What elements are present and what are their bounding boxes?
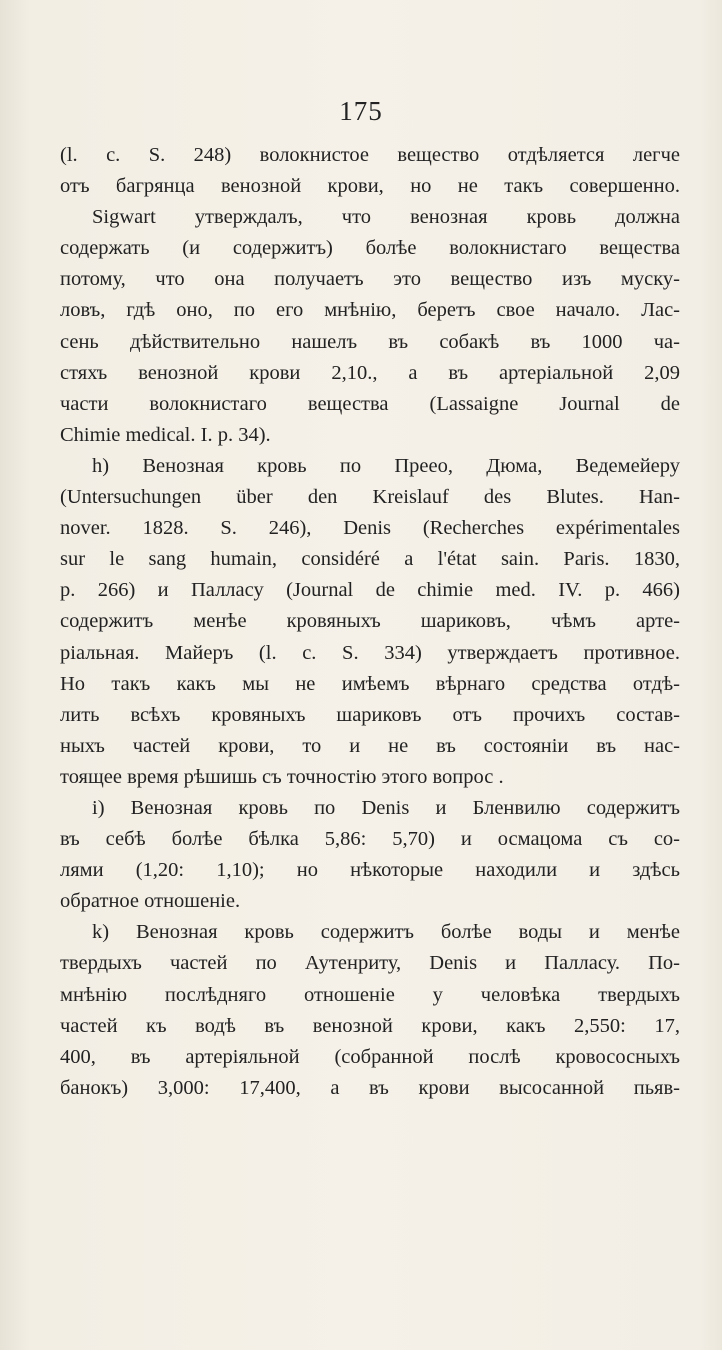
text-line: nover. 1828. S. 246), Denis (Recherches expérimentales	[60, 517, 680, 540]
text-line: k) Венозная кровь содержитъ болѣе воды и менѣе	[92, 921, 680, 944]
text-line: ныхъ частей крови, то и не въ состояніи въ нас-	[60, 734, 680, 757]
text-line: содержать (и содержитъ) болѣе волокнистаго вещества	[60, 237, 680, 260]
text-line: p. 266) и Палласу (Journal de chimie med. IV. p. 466)	[60, 579, 680, 602]
text-line: лями (1,20: 1,10); но нѣкоторые находили и здѣсь	[60, 859, 680, 882]
text-line: отъ багрянца венозной крови, но не такъ совершенно.	[60, 175, 680, 198]
text-line: 400, въ артеріяльной (собранной послѣ кровососныхъ	[60, 1045, 680, 1068]
text-line: Sigwart утверждалъ, что венозная кровь должна	[92, 206, 680, 229]
text-line: тоящее время рѣшишь съ точностію этого вопрос .	[60, 765, 504, 788]
text-line: Chimie medical. I. p. 34).	[60, 423, 271, 446]
page-number: 175	[339, 96, 383, 126]
text-line: потому, что она получаетъ это вещество изъ муску-	[60, 268, 680, 291]
text-line: (l. c. S. 248) волокнистое вещество отдѣляется легче	[60, 144, 680, 166]
text-line: сень дѣйствительно нашелъ въ собакѣ въ 1000 ча-	[60, 330, 680, 353]
text-line: содержитъ менѣе кровяныхъ шариковъ, чѣмъ арте-	[60, 610, 680, 633]
text-line: твердыхъ частей по Аутенриту, Denis и Палласу. По-	[60, 952, 680, 975]
text-line: банокъ) 3,000: 17,400, а въ крови высосанной пьяв-	[60, 1076, 680, 1099]
text-line: ловъ, гдѣ оно, по его мнѣнію, беретъ свое начало. Лас-	[60, 299, 680, 322]
text-line: частей къ водѣ въ венозной крови, какъ 2,550: 17,	[60, 1014, 680, 1037]
text-line: лить всѣхъ кровяныхъ шариковъ отъ прочихъ состав-	[60, 703, 680, 726]
text-line: обратное отношеніе.	[60, 890, 241, 913]
text-line: части волокнистаго вещества (Lassaigne Journal de	[60, 392, 680, 415]
body-text	[60, 140, 680, 1104]
text-line: (Untersuchungen über den Kreislauf des Blutes. Han-	[60, 486, 680, 509]
text-line: ріальная. Майеръ (l. c. S. 334) утверждаетъ противное.	[60, 641, 680, 664]
text-line: стяхъ венозной крови 2,10., а въ артеріальной 2,09	[60, 361, 680, 384]
text-line: i) Венозная кровь по Denis и Бленвилю содержитъ	[92, 796, 680, 819]
text-line: h) Венозная кровь по Преео, Дюма, Ведемейеру	[92, 454, 680, 477]
text-line: въ себѣ болѣе бѣлка 5,86: 5,70) и осмацома съ со-	[60, 828, 680, 851]
text-line: мнѣнію послѣдняго отношеніе у человѣка твердыхъ	[60, 983, 680, 1006]
text-line: Но такъ какъ мы не имѣемъ вѣрнаго средства отдѣ-	[60, 672, 680, 695]
text-line: sur le sang humain, considéré a l'état sain. Paris. 1830,	[60, 548, 680, 571]
